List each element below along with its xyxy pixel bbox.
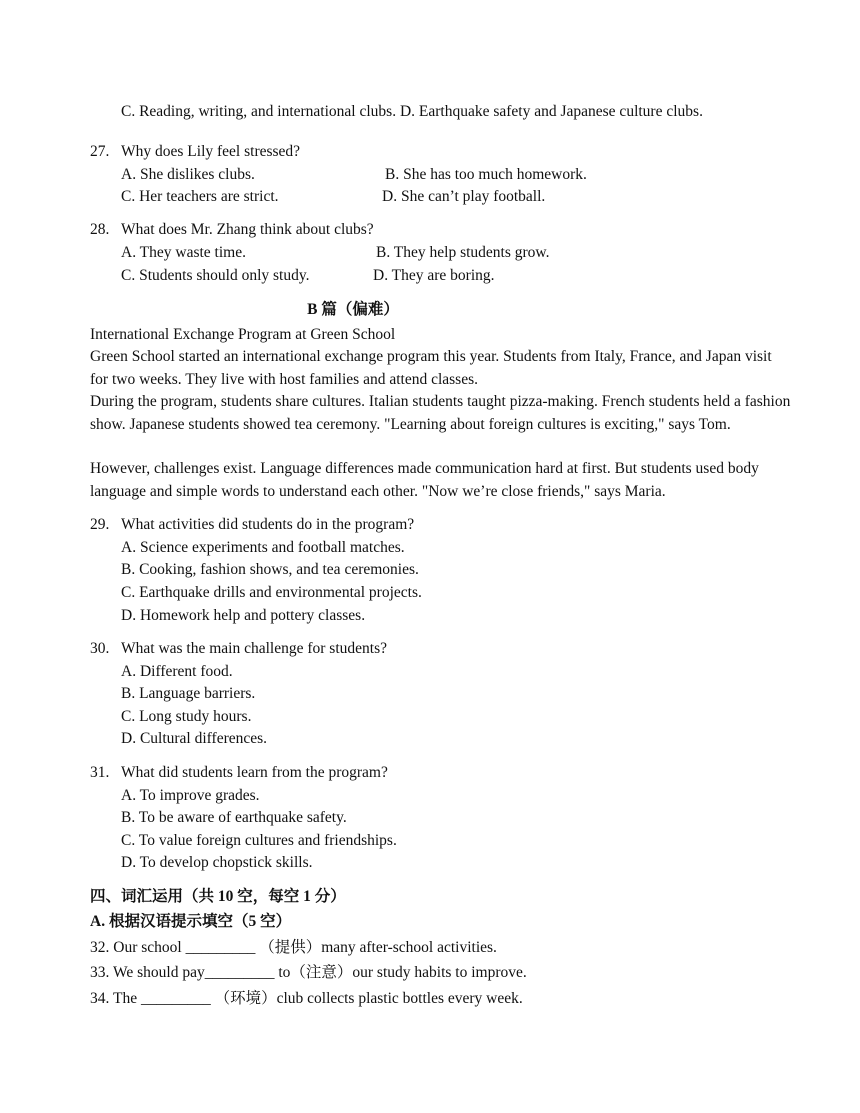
question-28-text: What does Mr. Zhang think about clubs? (121, 221, 374, 238)
section-b-heading: B 篇（偏难） (307, 301, 399, 318)
passage-paragraph-1: Green School started an international exchange program this year. Students from Italy, France, and Japan visit for two weeks. They live with host families and attend classes. (90, 348, 772, 388)
passage-paragraph-2: During the program, students share cultures. Italian students taught pizza-making. French students held a fashion show. Japanese students showed tea ceremony. "Learning about foreign cultures is exciting," says Tom. (90, 393, 791, 433)
question-27-option-d: D. She can’t play football. (382, 188, 546, 205)
question-29-option-b: B. Cooking, fashion shows, and tea ceremonies. (121, 561, 419, 578)
question-28-option-a: A. They waste time. (121, 244, 246, 261)
question-29-option-c: C. Earthquake drills and environmental projects. (121, 584, 422, 601)
prev-question-options-line: C. Reading, writing, and international clubs. D. Earthquake safety and Japanese culture clubs. (121, 103, 703, 120)
question-30-number: 30. (90, 640, 110, 657)
question-29-option-d: D. Homework help and pottery classes. (121, 607, 366, 624)
fill-in-item-34: 34. The _________ （环境）club collects plastic bottles every week. (90, 990, 523, 1007)
question-28-option-b: B. They help students grow. (376, 244, 550, 261)
question-27-option-b: B. She has too much homework. (385, 166, 587, 183)
section-four-subheading: A. 根据汉语提示填空（5 空） (90, 913, 292, 930)
question-27-text: Why does Lily feel stressed? (121, 143, 301, 160)
question-31-option-b: B. To be aware of earthquake safety. (121, 809, 347, 826)
question-28-option-c: C. Students should only study. (121, 267, 310, 284)
question-29-number: 29. (90, 516, 110, 533)
question-27-option-c: C. Her teachers are strict. (121, 188, 279, 205)
question-28-number: 28. (90, 221, 110, 238)
passage-title: International Exchange Program at Green School (90, 326, 396, 343)
passage-paragraph-3: However, challenges exist. Language differences made communication hard at first. But students used body language and simple words to understand each other. "Now we’re close friends," says Maria. (90, 460, 759, 500)
question-31-option-c: C. To value foreign cultures and friendships. (121, 832, 397, 849)
question-30-option-b: B. Language barriers. (121, 685, 256, 702)
section-four-heading: 四、词汇运用（共 10 空，每空 1 分） (90, 888, 346, 905)
question-27-number: 27. (90, 143, 110, 160)
question-28-option-d: D. They are boring. (373, 267, 495, 284)
question-30-option-d: D. Cultural differences. (121, 730, 268, 747)
question-30-option-c: C. Long study hours. (121, 708, 252, 725)
question-27-option-a: A. She dislikes clubs. (121, 166, 255, 183)
question-31-option-d: D. To develop chopstick skills. (121, 854, 313, 871)
question-31-text: What did students learn from the program? (121, 764, 388, 781)
question-29-text: What activities did students do in the program? (121, 516, 415, 533)
question-31-number: 31. (90, 764, 110, 781)
question-30-option-a: A. Different food. (121, 663, 233, 680)
fill-in-item-33: 33. We should pay_________ to（注意）our study habits to improve. (90, 964, 527, 981)
question-31-option-a: A. To improve grades. (121, 787, 260, 804)
question-29-option-a: A. Science experiments and football matches. (121, 539, 405, 556)
question-30-text: What was the main challenge for students? (121, 640, 387, 657)
fill-in-item-32: 32. Our school _________ （提供）many after-school activities. (90, 939, 497, 956)
